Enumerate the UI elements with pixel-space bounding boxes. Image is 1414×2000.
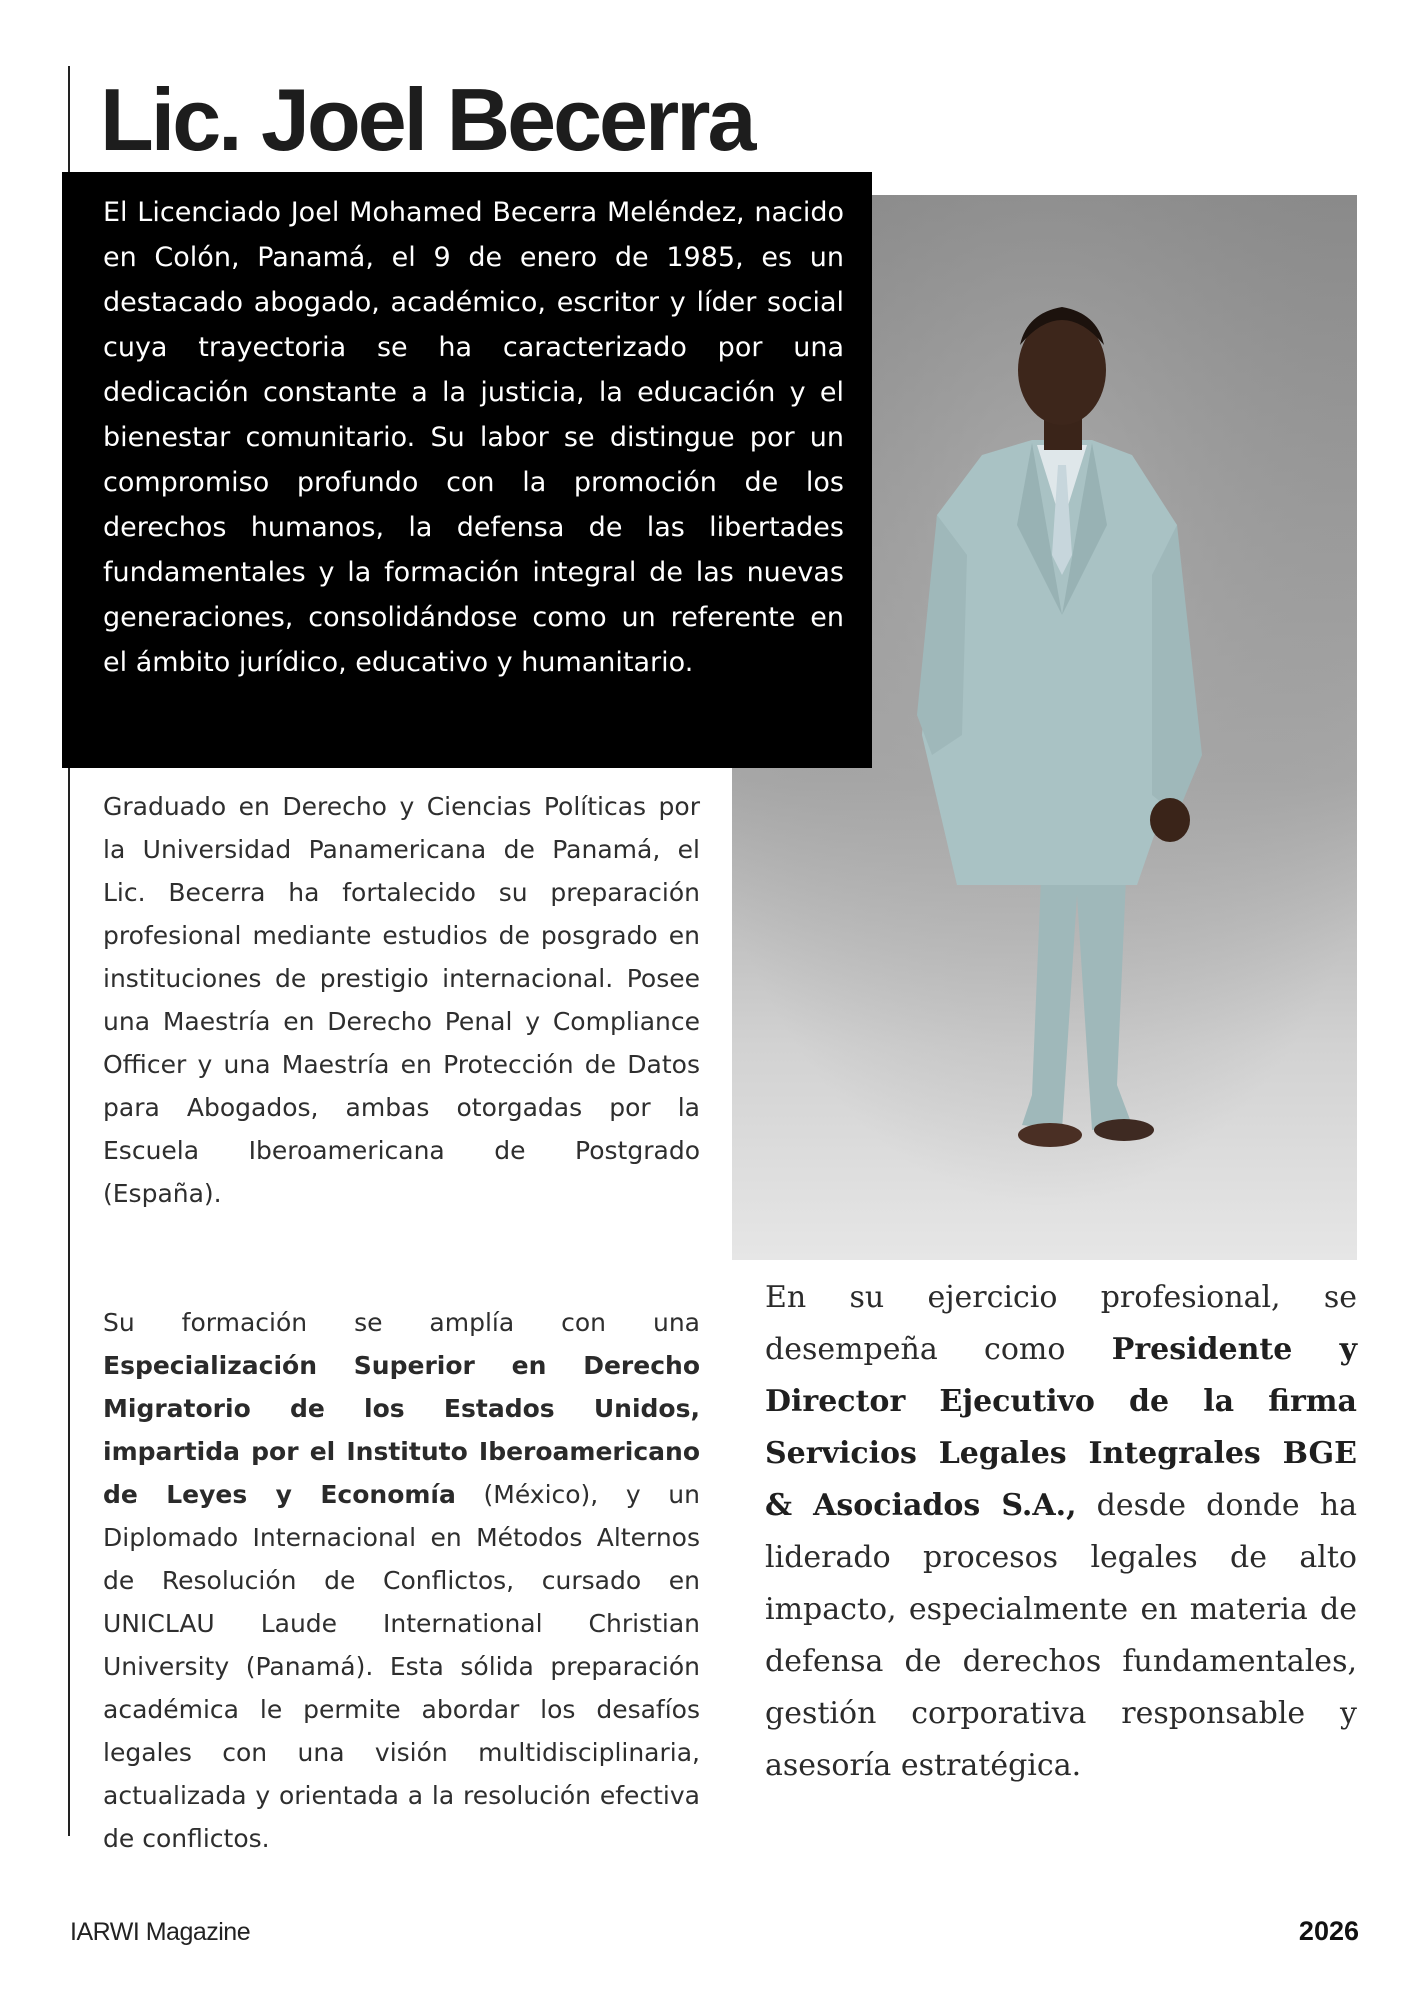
footer-year: 2026: [1298, 1916, 1359, 1946]
specialization-rest: (México), y un Diplomado Internacional en Métodos Alternos de Resolución de Conflictos, cursado en UNICLAU Laude International Christian University (Panamá). Esta sólida preparación académica le permite abordar los desafíos legales con una visión multidisciplinaria, actualizada y orientada a la resolución efectiva de conflictos.: [103, 1480, 701, 1853]
professional-highlight: Presidente y Director Ejecutivo de la firma Servicios Legales Integrales BGE & Asociados S.A.,: [765, 1332, 1357, 1523]
professional-lead: En su ejercicio profesional, se desempeña como: [765, 1280, 1357, 1367]
education-paragraph: Graduado en Derecho y Ciencias Políticas por la Universidad Panamericana de Panamá, el Lic. Becerra ha fortalecido su preparación profesional mediante estudios de posgrado en instituciones de prestigio internacional. Posee una Maestría en Derecho Penal y Compliance Officer y una Maestría en Protección de Datos para Abogados, ambas otorgadas por la Escuela Iberoamericana de Postgrado (España).: [103, 792, 700, 1208]
intro-text: El Licenciado Joel Mohamed Becerra Meléndez, nacido en Colón, Panamá, el 9 de enero de 1985, es un destacado abogado, académico, escritor y líder social cuya trayectoria se ha caracterizado por una dedicación constante a la justicia, la educación y el bienestar comunitario. Su labor se distingue por un compromiso profundo con la promoción de los derechos humanos, la defensa de las libertades fundamentales y la formación integral de las nuevas generaciones, consolidándose como un referente en el ámbito jurídico, educativo y humanitario.: [103, 197, 844, 678]
footer-publication: IARWI Magazine: [70, 1918, 251, 1946]
specialization-lead: Su formación se amplía con una: [103, 1308, 700, 1337]
specialization-highlight: Especialización Superior en Derecho Migratorio de los Estados Unidos, impartida por el Instituto Iberoamericano de Leyes y Economía: [103, 1351, 700, 1509]
page-title: Lic. Joel Becerra: [100, 70, 754, 169]
professional-rest: desde donde ha liderado procesos legales de alto impacto, especialmente en materia de defensa de derechos fundamentales, gestión corporativa responsable y asesoría estratégica.: [765, 1488, 1357, 1783]
professional-paragraph: [765, 1272, 1357, 1792]
specialization-paragraph: [103, 1301, 700, 1860]
intro-box: [62, 172, 872, 768]
